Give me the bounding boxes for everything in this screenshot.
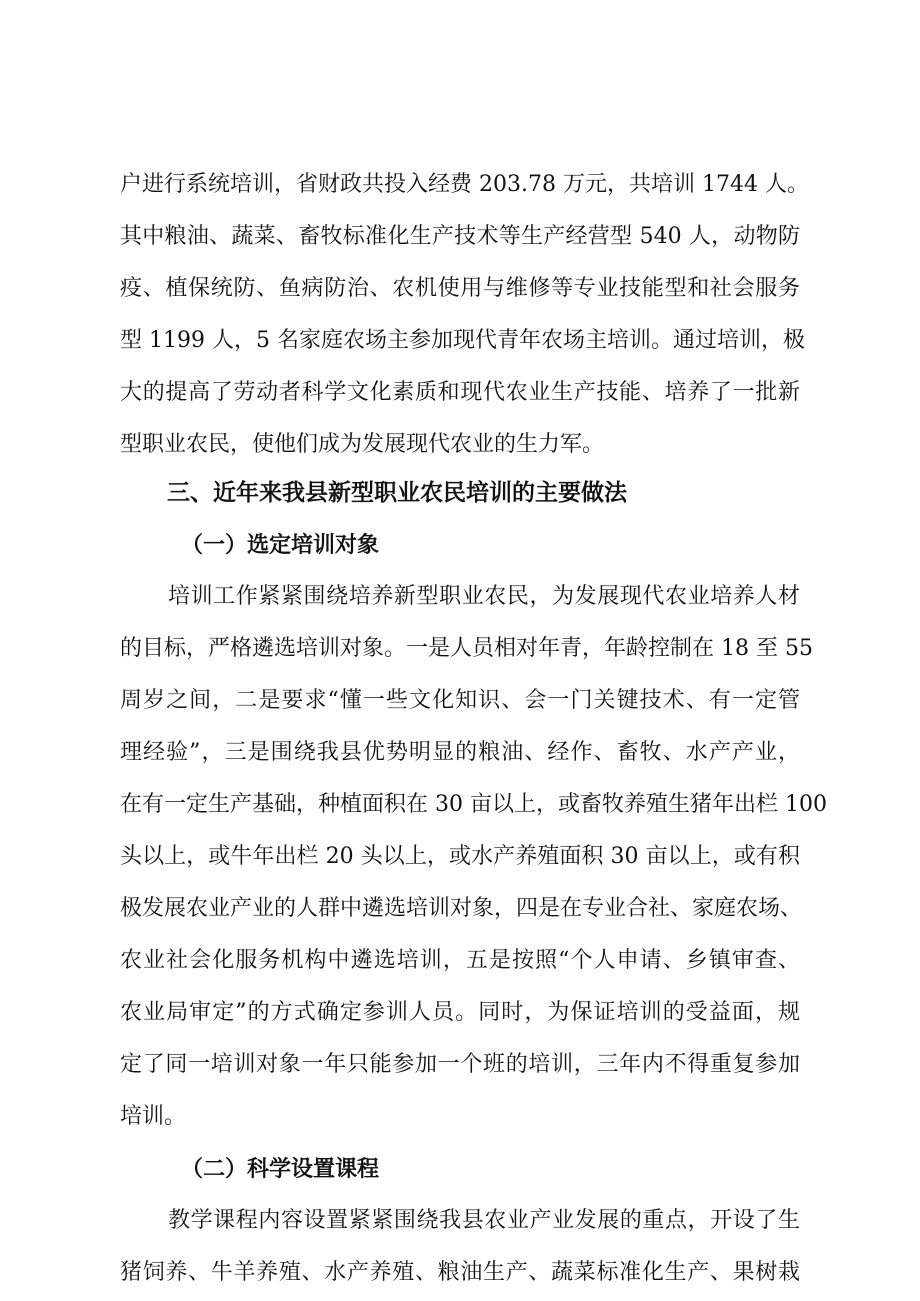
subsection-heading: （二）科学设置课程 [181, 1156, 380, 1182]
paragraph-line: 头以上，或牛年出栏 20 头以上，或水产养殖面积 30 亩以上，或有积 [120, 844, 800, 869]
paragraph-line: 培训工作紧紧围绕培养新型职业农民，为发展现代农业培养人材 [168, 584, 800, 609]
paragraph-line: 定了同一培训对象一年只能参加一个班的培训，三年内不得重复参加 [120, 1052, 800, 1077]
paragraph-line: 培训。 [120, 1104, 187, 1129]
paragraph-line: 农业社会化服务机构中遴选培训，五是按照“个人申请、乡镇审查、 [120, 948, 800, 973]
paragraph-line: 型职业农民，使他们成为发展现代农业的生力军。 [120, 432, 605, 457]
section-heading: 三、近年来我县新型职业农民培训的主要做法 [167, 480, 627, 506]
paragraph-line: 教学课程内容设置紧紧围绕我县农业产业发展的重点，开设了生 [168, 1208, 800, 1233]
paragraph-line: 的目标，严格遴选培训对象。一是人员相对年青，年龄控制在 18 至 55 [120, 636, 813, 661]
paragraph-line: 极发展农业产业的人群中遴选培训对象，四是在专业合社、家庭农场、 [120, 896, 803, 921]
paragraph-line: 在有一定生产基础，种植面积在 30 亩以上，或畜牧养殖生猪年出栏 100 [120, 792, 827, 817]
paragraph-line: 农业局审定”的方式确定参训人员。同时，为保证培训的受益面，规 [120, 1000, 800, 1025]
subsection-heading: （一）选定培训对象 [181, 532, 380, 558]
paragraph-line: 户进行系统培训，省财政共投入经费 203.78 万元，共培训 1744 人。 [120, 172, 809, 197]
paragraph-line: 型 1199 人，5 名家庭农场主参加现代青年农场主培训。通过培训，极 [120, 328, 805, 353]
paragraph-line: 周岁之间，二是要求“懂一些文化知识、会一门关键技术、有一定管 [120, 688, 800, 713]
paragraph-line: 大的提高了劳动者科学文化素质和现代农业生产技能、培养了一批新 [120, 380, 800, 405]
paragraph-line: 其中粮油、蔬菜、畜牧标准化生产技术等生产经营型 540 人，动物防 [120, 224, 800, 249]
paragraph-line: 疫、植保统防、鱼病防治、农机使用与维修等专业技能型和社会服务 [120, 276, 800, 301]
paragraph-line: 理经验”，三是围绕我县优势明显的粮油、经作、畜牧、水产产业， [120, 740, 800, 765]
paragraph-line: 猪饲养、牛羊养殖、水产养殖、粮油生产、蔬菜标准化生产、果树栽 [120, 1260, 800, 1285]
